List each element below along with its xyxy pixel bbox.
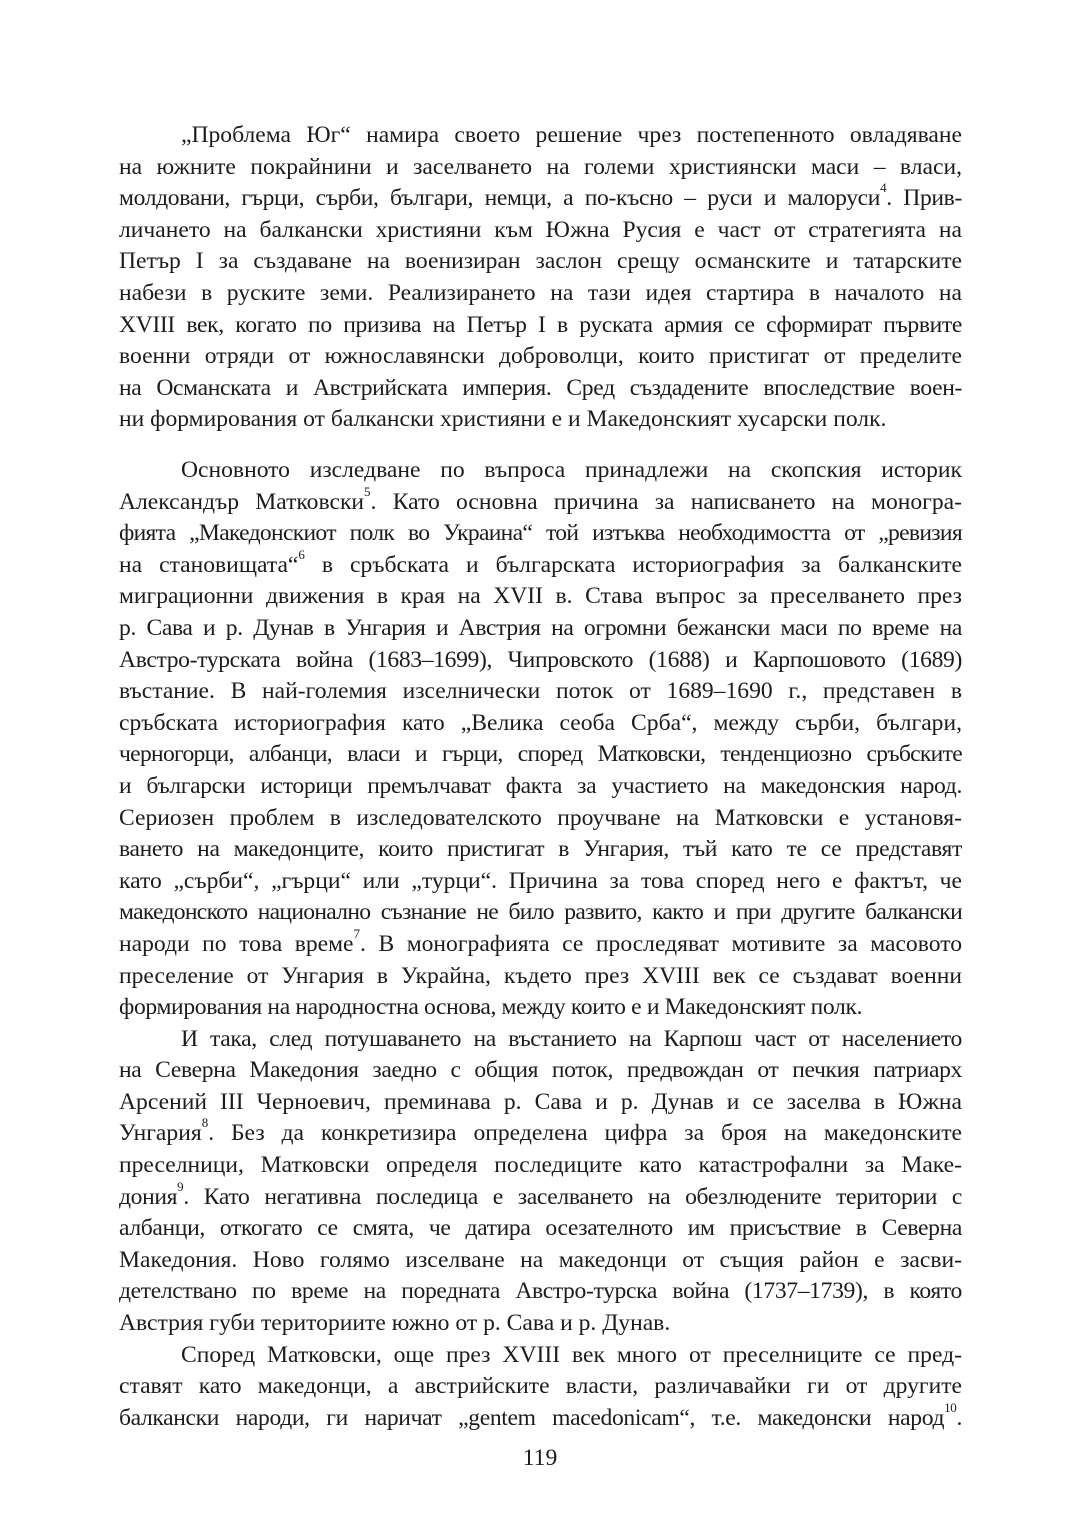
text-line: албанци, откогато се смята, че датира осезателното им присъствие в Северна	[119, 1215, 962, 1242]
text-line: ни формирования от балкански християни е и Македонският хусарски полк.	[119, 406, 887, 433]
text-line: и български историци премълчават факта за участието на македонския народ.	[119, 772, 962, 799]
text-line: набези в руските земи. Реализирането на тази идея стартира в началото на	[119, 279, 962, 306]
text-line: на становищата“$^6$ в сръбската и българската историография за балканските	[119, 546, 962, 578]
text-line: детелствано по време на поредната Австро-турска война (1737–1739), в която	[119, 1278, 962, 1305]
text-line: XVIII век, когато по призива на Петър I в руската армия се сформират първите	[119, 311, 962, 338]
text-line: р. Сава и р. Дунав в Унгария и Австрия на огромни бежански маси по време на	[119, 614, 962, 641]
text-line: Македония. Ново голямо изселване на македонци от същия район е засви-	[119, 1246, 962, 1273]
text-line: на Северна Македония заедно с общия поток, предвождан от печкия патриарх	[119, 1057, 962, 1084]
text-line: личането на балкански християни към Южна Русия е част от стратегията на	[119, 216, 962, 243]
text-line: молдовани, гърци, сърби, българи, немци, а по-късно – руси и малоруси$^4$. Прив-	[119, 180, 962, 212]
text-line: преселение от Унгария в Украйна, където през XVIII век се създават военни	[119, 962, 962, 989]
paragraph-4	[119, 1340, 962, 1435]
footnote-marker[interactable]: 9	[177, 1178, 184, 1194]
footnote-marker[interactable]: 8	[201, 1115, 209, 1131]
page-number: 119	[522, 1445, 558, 1471]
text-line: фията „Македонскиот полк во Украина“ той изтъква необходимостта от „ревизия	[119, 520, 962, 547]
text-line: черногорци, албанци, власи и гърци, според Матковски, тенденциозно сръбските	[119, 741, 962, 768]
footnote-marker[interactable]: 4	[880, 180, 887, 196]
text-line: въстание. В най-големия изселнически поток от 1689–1690 г., представен в	[119, 678, 962, 705]
text-line: Сериозен проблем в изследователското проучване на Матковски е установя-	[119, 804, 962, 831]
text-block-upper	[119, 120, 962, 436]
text-line: И така, след потушаването на въстанието на Карпош част от населението	[181, 1025, 962, 1052]
text-line: Александър Матковски$^5$. Като основна причина за написването на моногра-	[119, 483, 962, 515]
text-line: на Османската и Австрийската империя. Сред създадените впоследствие воен-	[119, 374, 962, 401]
text-line: преселници, Матковски определя последиците като катастрофални за Маке-	[119, 1152, 962, 1179]
text-line: на южните покрайнини и заселването на големи християнски маси – власи,	[119, 153, 962, 180]
footnote-marker[interactable]: 5	[364, 483, 371, 499]
paragraph-3	[119, 1024, 962, 1340]
text-line: като „сърби“, „гърци“ или „турци“. Причина за това според него е фактът, че	[119, 867, 962, 894]
text-line: „Проблема Юг“ намира своето решение чрез постепенното овладяване	[181, 122, 962, 148]
text-line: Основното изследване по въпроса принадлежи на скопския историк	[181, 457, 962, 483]
text-line: Петър I за създаване на военизиран заслон срещу османските и татарските	[119, 248, 962, 275]
footnote-marker[interactable]: 6	[298, 546, 305, 562]
text-line: балкански народи, ги наричат „gentem macedonicam“, т.е. македонски народ$^{10}$.	[119, 1399, 962, 1431]
footnote-marker[interactable]: 10	[944, 1399, 957, 1415]
paragraph-2	[119, 455, 962, 1024]
text-line: Арсений III Черноевич, преминава р. Сава и р. Дунав и се заселва в Южна	[119, 1088, 962, 1115]
text-line: Унгария$^8$. Без да конкретизира определена цифра за броя на македонските	[119, 1115, 962, 1147]
text-line: миграционни движения в края на XVII в. Става въпрос за преселването през	[119, 583, 962, 610]
text-line: народи по това време$^7$. В монографията се проследяват мотивите за масовото	[119, 925, 962, 957]
paragraph-1	[119, 120, 962, 436]
text-line: сръбската историография като „Велика сеоба Срба“, между сърби, българи,	[119, 709, 962, 736]
text-block-lower	[119, 455, 962, 1434]
text-line: дония$^9$. Като негативна последица е заселването на обезлюдените територии с	[119, 1178, 962, 1210]
text-line: Австрия губи териториите южно от р. Сава и р. Дунав.	[119, 1310, 671, 1337]
text-line: ставят като македонци, а австрийските власти, различавайки ги от другите	[119, 1373, 962, 1400]
text-line: македонското национално съзнание не било развито, както и при другите балкански	[119, 899, 962, 926]
footnote-marker[interactable]: 7	[353, 925, 361, 941]
text-line: формирования на народностна основа, между които е и Македонският полк.	[119, 994, 863, 1021]
text-line: Според Матковски, още през XVIII век много от преселниците се пред-	[181, 1341, 962, 1368]
text-line: Австро-турската война (1683–1699), Чипровското (1688) и Карпошовото (1689)	[119, 646, 962, 673]
text-line: военни отряди от южнославянски доброволци, които пристигат от пределите	[119, 343, 962, 370]
text-line: ването на македонците, които пристигат в Унгария, тъй като те се представят	[119, 836, 962, 863]
